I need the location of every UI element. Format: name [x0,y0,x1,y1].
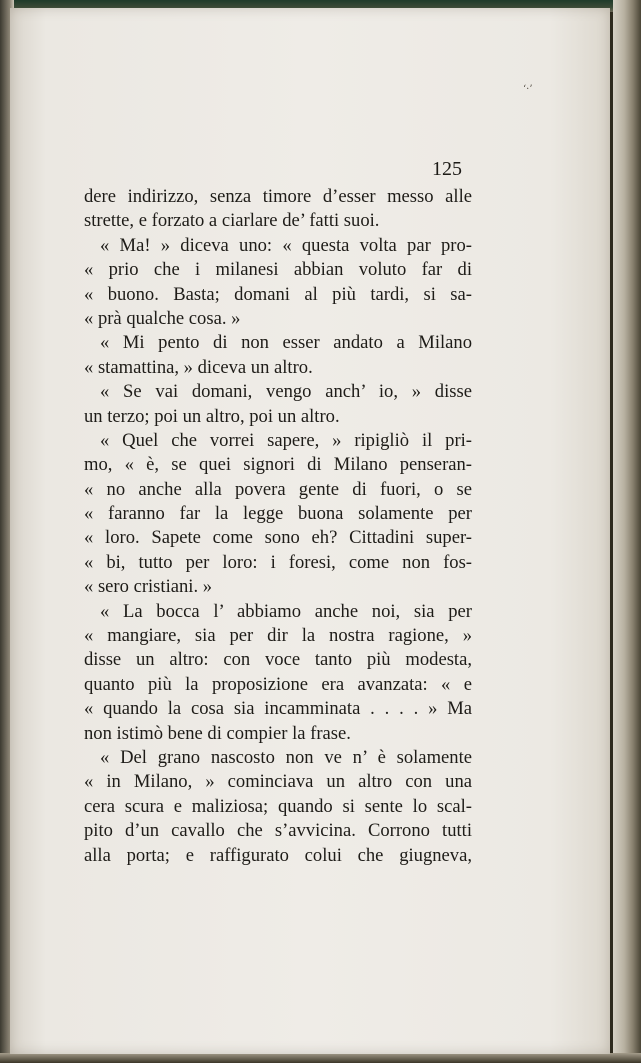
text-line: « faranno far la legge buona solamente per [84,503,472,525]
text-line: « quando la cosa sia incamminata . . . . » Ma [84,698,472,720]
text-line: « prio che i milanesi abbian voluto far di [84,259,472,281]
page-number: 125 [432,158,462,180]
text-line: « mangiare, sia per dir la nostra ragione, » [84,625,472,647]
text-line: « prà qualche cosa. » [84,307,241,329]
text-line: « loro. Sapete come sono eh? Cittadini super- [84,527,472,549]
text-line: pito d’un cavallo che s’avvicina. Corrono tutti [84,820,472,842]
text-line: « in Milano, » cominciava un altro con una [84,771,472,793]
text-line: « Mi pento di non esser andato a Milano [100,332,472,354]
book-edge-bottom [0,1053,641,1063]
text-line: un terzo; poi un altro, poi un altro. [84,405,340,427]
text-line: « bi, tutto per loro: i foresi, come non fos- [84,551,472,573]
text-line: non istimò bene di compier la frase. [84,722,351,744]
body-text [84,185,472,868]
text-line: « no anche alla povera gente di fuori, o se [84,478,472,500]
text-line: « Ma! » diceva uno: « questa volta par pro- [100,234,472,256]
text-line: disse un altro: con voce tanto più modesta, [84,649,472,671]
text-line: strette, e forzato a ciarlare de’ fatti suoi. [84,210,380,232]
text-line: cera scura e maliziosa; quando si sente lo scal- [84,795,472,817]
page-mark: ‘·’ [523,84,533,95]
text-line: alla porta; e raffigurato colui che giugneva, [84,844,472,866]
text-line: « Del grano nascosto non ve n’ è solamente [100,746,472,768]
text-line: « Se vai domani, vengo anch’ io, » disse [100,381,472,403]
book-edge-right [613,0,641,1063]
text-line: « sero cristiani. » [84,576,213,598]
text-line: mo, « è, se quei signori di Milano penseran- [84,454,472,476]
text-line: « buono. Basta; domani al più tardi, si sa- [84,283,472,305]
book-page [10,8,610,1054]
text-line: « Quel che vorrei sapere, » ripigliò il pri- [100,429,472,451]
text-line: quanto più la proposizione era avanzata: « e [84,673,472,695]
text-line: « La bocca l’ abbiamo anche noi, sia per [100,600,472,622]
text-line: « stamattina, » diceva un altro. [84,356,313,378]
text-line: dere indirizzo, senza timore d’esser messo alle [84,186,472,207]
